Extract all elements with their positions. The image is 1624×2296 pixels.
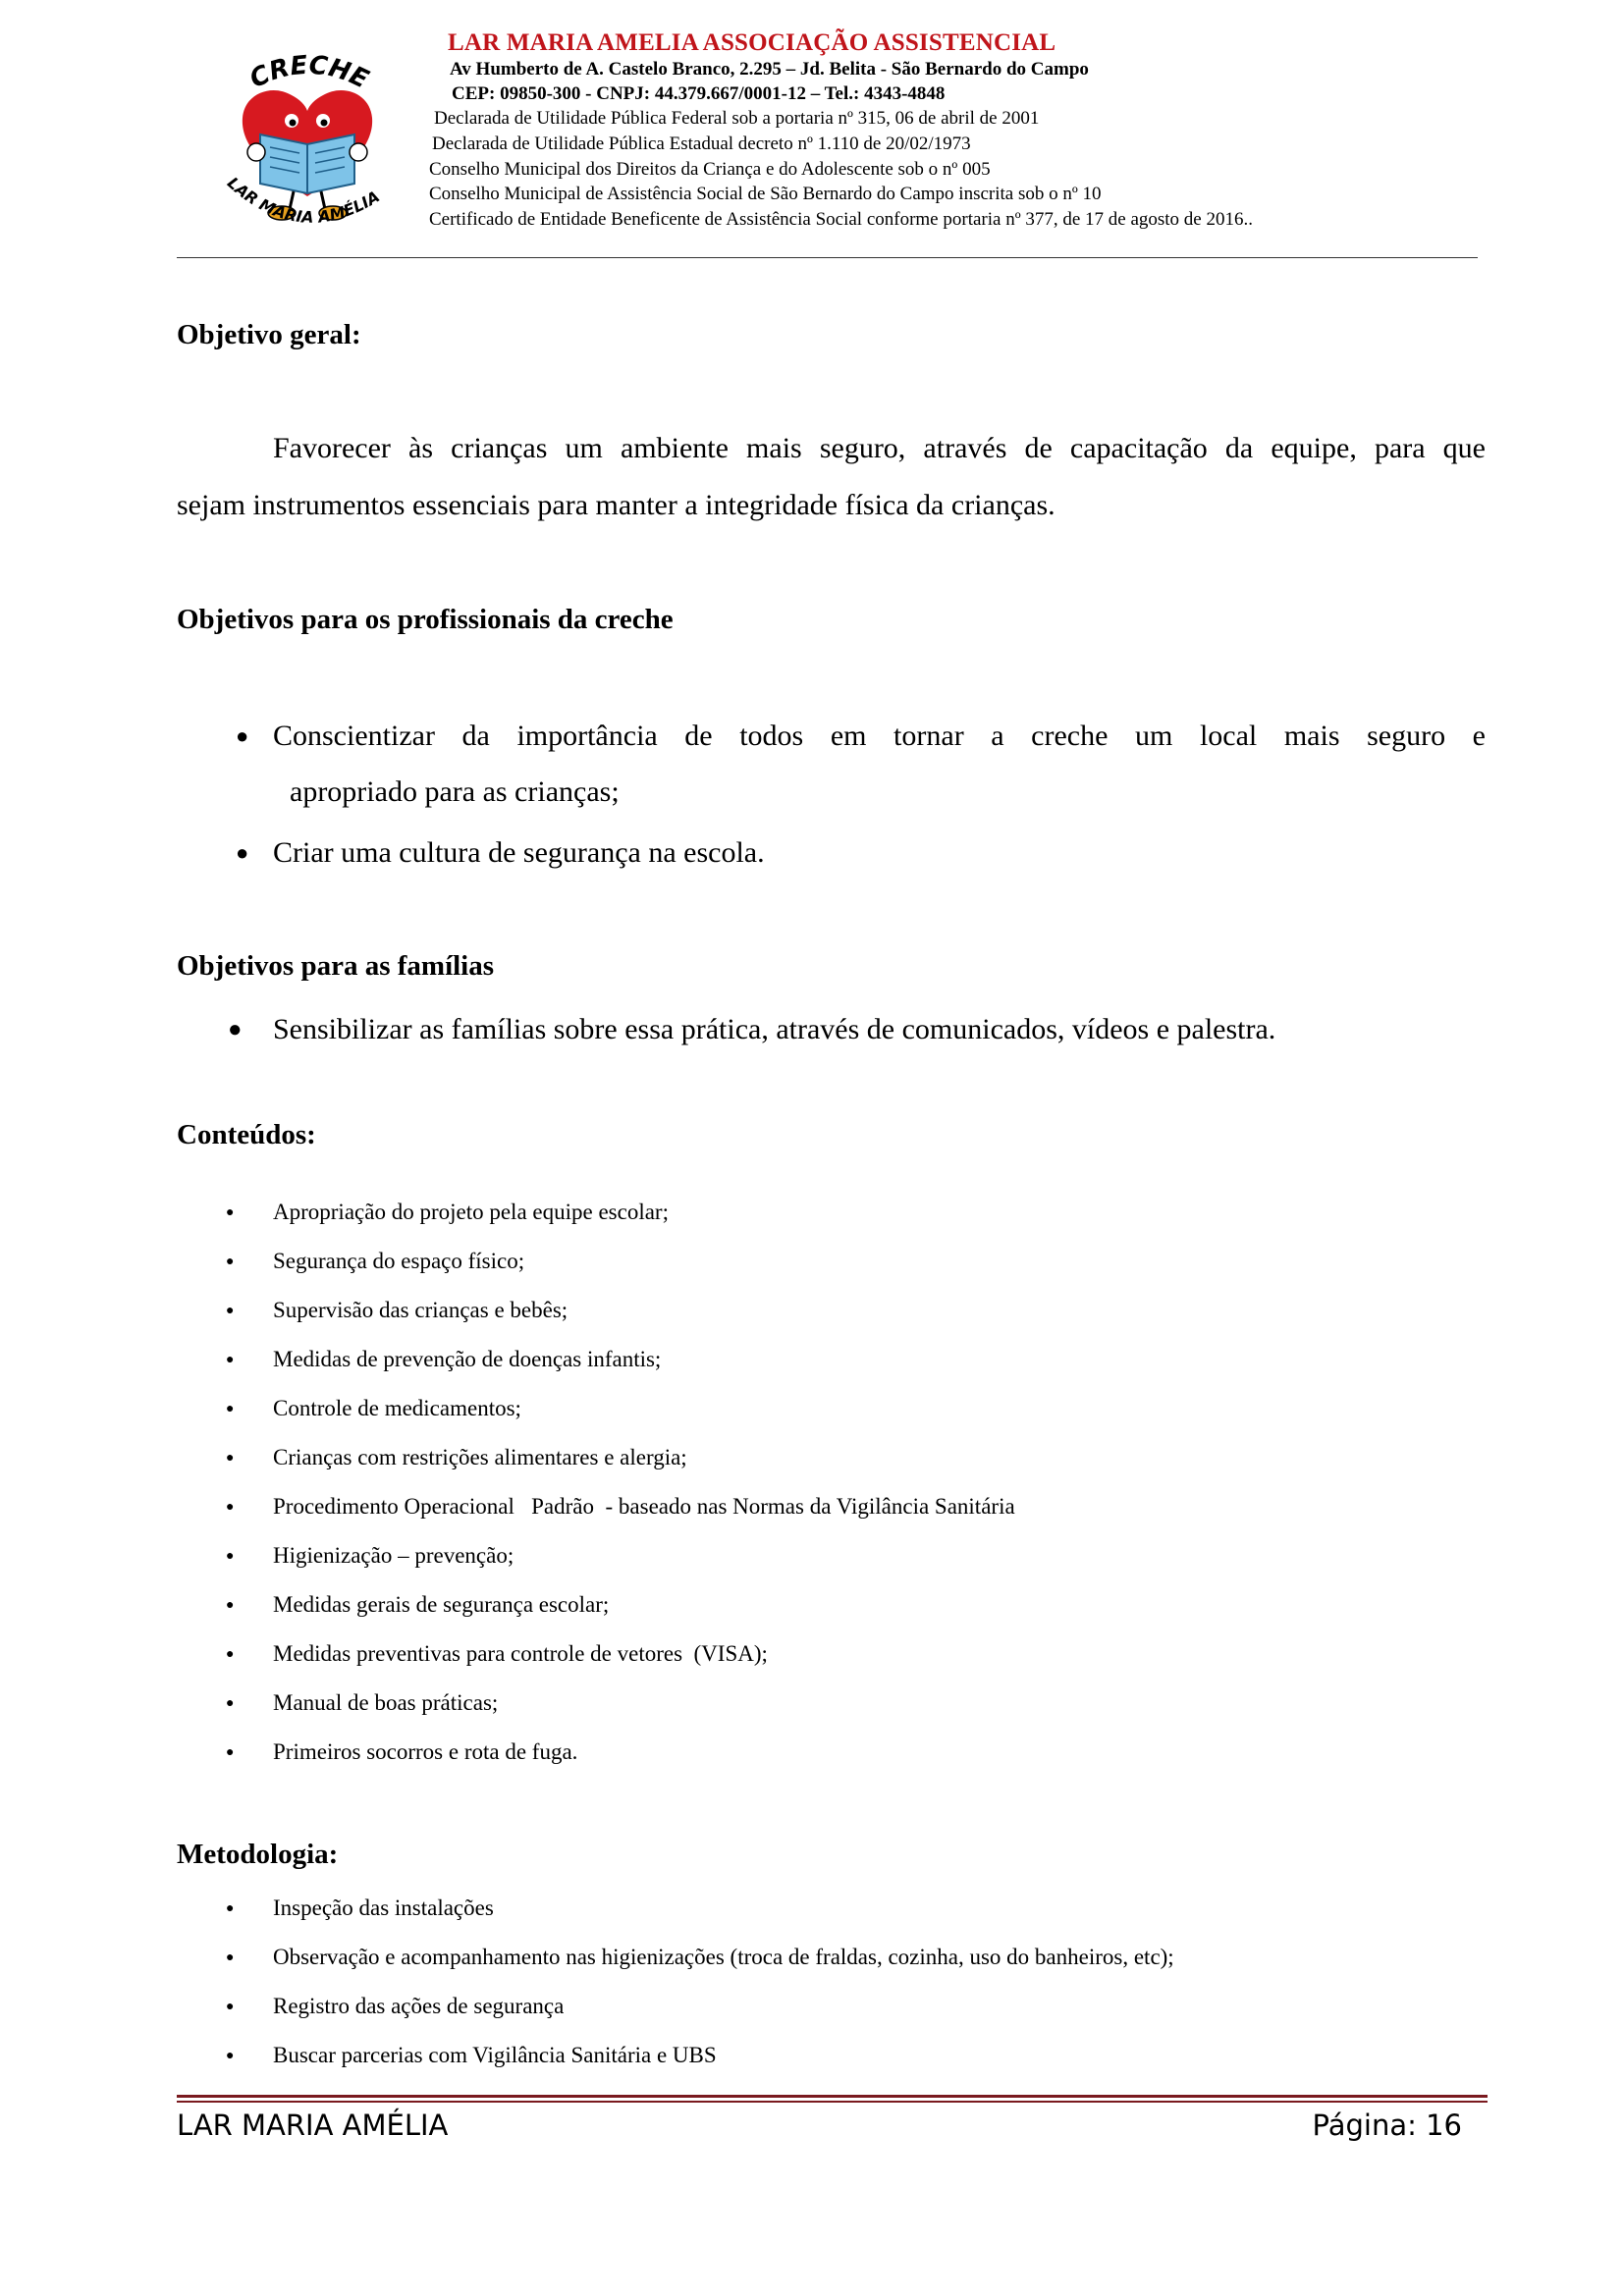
familias-heading: Objetivos para as famílias [177, 950, 495, 982]
bullet-icon: ● [226, 1950, 235, 1965]
logo-bottom-text: LAR MARIA AMÉLIA [223, 173, 383, 227]
metodologia-item: Buscar parcerias com Vigilância Sanitária e UBS [273, 2043, 717, 2067]
profissionais-item1-line2: apropriado para as crianças; [290, 775, 620, 808]
bullet-icon: ● [226, 1647, 235, 1662]
metodologia-item: Inspeção das instalações [273, 1896, 494, 1920]
objetivo-geral-line2: sejam instrumentos essenciais para manter a integridade física da crianças. [177, 489, 1056, 521]
conteudos-heading: Conteúdos: [177, 1119, 316, 1150]
bullet-icon: ● [226, 1205, 235, 1220]
conteudos-item: Medidas de prevenção de doenças infantis; [273, 1347, 662, 1371]
bullet-icon: ● [226, 1402, 235, 1416]
bullet-icon: ● [236, 840, 249, 865]
footer-org: LAR MARIA AMÉLIA [177, 2109, 449, 2142]
creche-logo [221, 54, 393, 240]
bullet-icon: ● [226, 1745, 235, 1760]
conteudos-item: Primeiros socorros e rota de fuga. [273, 1739, 578, 1764]
header-rule [177, 257, 1478, 258]
footer-rule [177, 2095, 1488, 2098]
profissionais-item2: Criar uma cultura de segurança na escola. [273, 836, 765, 869]
conteudos-item: Medidas preventivas para controle de vetores (VISA); [273, 1641, 768, 1666]
bullet-icon: ● [228, 1017, 243, 1042]
svg-text:CRECHE [245, 54, 373, 95]
page-number: Página: 16 [1312, 2109, 1462, 2142]
objetivo-geral-heading: Objetivo geral: [177, 319, 361, 350]
header-line: Certificado de Entidade Beneficente de Assistência Social conforme portaria nº 377, de 17 de agosto de 2016.. [429, 209, 1253, 230]
bullet-icon: ● [226, 2000, 235, 2014]
header-line: Declarada de Utilidade Pública Estadual decreto nº 1.110 de 20/02/1973 [432, 133, 971, 154]
bullet-icon: ● [226, 1901, 235, 1916]
conteudos-item: Manual de boas práticas; [273, 1690, 499, 1715]
metodologia-item: Observação e acompanhamento nas higienizações (troca de fraldas, cozinha, uso do banheiros, etc); [273, 1945, 1174, 1969]
org-name: LAR MARIA AMELIA ASSOCIAÇÃO ASSISTENCIAL [448, 29, 1056, 56]
org-address: Av Humberto de A. Castelo Branco, 2.295 – Jd. Belita - São Bernardo do Campo [450, 59, 1089, 80]
conteudos-item: Higienização – prevenção; [273, 1543, 514, 1568]
bullet-icon: ● [226, 1500, 235, 1515]
bullet-icon: ● [226, 1549, 235, 1564]
bullet-icon: ● [226, 1353, 235, 1367]
header-line: Declarada de Utilidade Pública Federal sob a portaria nº 315, 06 de abril de 2001 [434, 108, 1040, 129]
objetivo-geral-line1: Favorecer às crianças um ambiente mais seguro, através de capacitação da equipe, para que [273, 432, 1486, 464]
header-line: Conselho Municipal dos Direitos da Criança e do Adolescente sob o nº 005 [429, 159, 991, 180]
conteudos-item: Segurança do espaço físico; [273, 1249, 525, 1273]
bullet-icon: ● [226, 2049, 235, 2063]
bullet-icon: ● [226, 1451, 235, 1466]
familias-item1: Sensibilizar as famílias sobre essa prática, através de comunicados, vídeos e palestra. [273, 1013, 1276, 1045]
bullet-icon: ● [226, 1598, 235, 1613]
bullet-icon: ● [226, 1696, 235, 1711]
profissionais-item1-line1: Conscientizar da importância de todos em tornar a creche um local mais seguro e [273, 720, 1486, 752]
conteudos-item: Medidas gerais de segurança escolar; [273, 1592, 610, 1617]
bullet-icon: ● [226, 1304, 235, 1318]
profissionais-heading: Objetivos para os profissionais da creche [177, 604, 674, 635]
org-contact: CEP: 09850-300 - CNPJ: 44.379.667/0001-12 – Tel.: 4343-4848 [452, 83, 946, 104]
conteudos-item: Supervisão das crianças e bebês; [273, 1298, 568, 1322]
metodologia-heading: Metodologia: [177, 1839, 339, 1870]
header-line: Conselho Municipal de Assistência Social de São Bernardo do Campo inscrita sob o nº 10 [429, 184, 1102, 204]
conteudos-item: Procedimento Operacional Padrão - baseado nas Normas da Vigilância Sanitária [273, 1494, 1015, 1519]
footer-rule-thin [177, 2101, 1488, 2103]
bullet-icon: ● [236, 723, 249, 748]
conteudos-item: Apropriação do projeto pela equipe escolar; [273, 1200, 669, 1224]
conteudos-item: Controle de medicamentos; [273, 1396, 521, 1420]
logo-top-text: CRECHE [244, 54, 373, 95]
metodologia-item: Registro das ações de segurança [273, 1994, 565, 2018]
bullet-icon: ● [226, 1255, 235, 1269]
conteudos-item: Crianças com restrições alimentares e alergia; [273, 1445, 687, 1469]
